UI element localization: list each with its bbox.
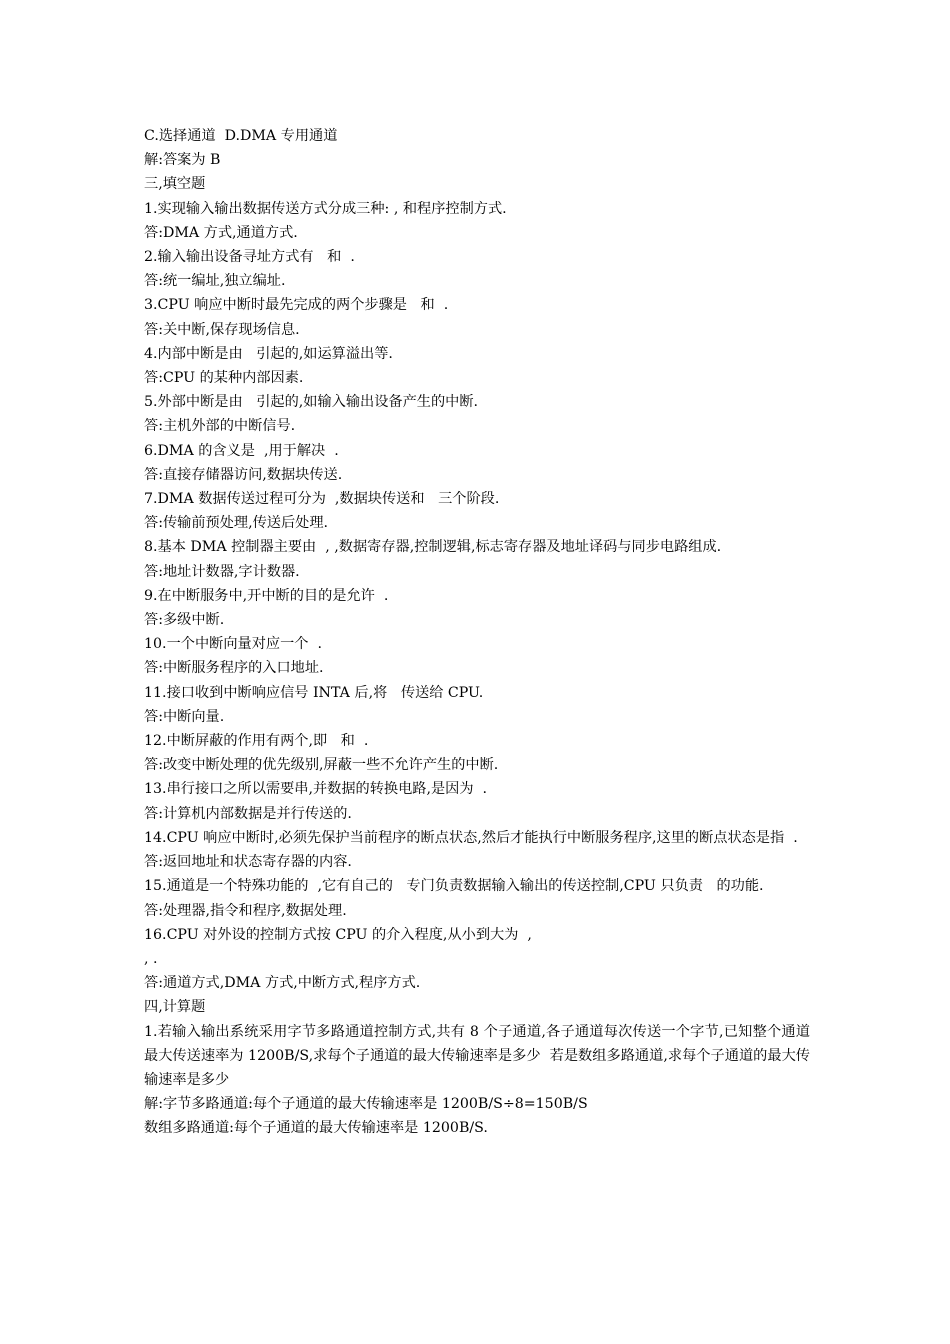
text-line: 数组多路通道:每个子通道的最大传输速率是 1200B/S. bbox=[144, 1120, 488, 1137]
text-line: 答:地址计数器,字计数器. bbox=[144, 563, 300, 580]
text-line: 1.实现输入输出数据传送方式分成三种: , 和程序控制方式. bbox=[144, 200, 507, 217]
text-line: 12.中断屏蔽的作用有两个,即 和 . bbox=[144, 733, 369, 750]
text-line: 答:多级中断. bbox=[144, 612, 225, 629]
text-line: 答:中断服务程序的入口地址. bbox=[144, 660, 324, 677]
text-line: 答:改变中断处理的优先级别,屏蔽一些不允许产生的中断. bbox=[144, 757, 499, 774]
text-line: 6.DMA 的含义是 ,用于解决 . bbox=[144, 442, 339, 459]
text-line: 答:直接存储器访问,数据块传送. bbox=[144, 466, 343, 483]
text-line: 13.串行接口之所以需要串,并数据的转换电路,是因为 . bbox=[144, 781, 488, 798]
text-line: 2.输入输出设备寻址方式有 和 . bbox=[144, 249, 355, 266]
text-line: 7.DMA 数据传送过程可分为 ,数据块传送和 三个阶段. bbox=[144, 491, 500, 508]
text-line: 15.通道是一个特殊功能的 ,它有自己的 专门负责数据输入输出的传送控制,CPU 只负责 的功能. bbox=[144, 878, 764, 895]
text-line: 三,填空题 bbox=[144, 176, 206, 193]
text-line: 14.CPU 响应中断时,必须先保护当前程序的断点状态,然后才能执行中断服务程序,这里的断点状态是指 . bbox=[144, 829, 798, 846]
text-line: 11.接口收到中断响应信号 INTA 后,将 传送给 CPU. bbox=[144, 684, 484, 701]
text-line: 答:中断向量. bbox=[144, 708, 225, 725]
text-line: 答:计算机内部数据是并行传送的. bbox=[144, 805, 352, 822]
text-line: C.选择通道 D.DMA 专用通道 bbox=[144, 128, 338, 144]
text-line: 解:答案为 B bbox=[144, 152, 221, 169]
text-line: 答:主机外部的中断信号. bbox=[144, 418, 296, 435]
text-line: 4.内部中断是由 引起的,如运算溢出等. bbox=[144, 345, 393, 362]
document-body bbox=[144, 124, 810, 1141]
text-line: 8.基本 DMA 控制器主要由 , ,数据寄存器,控制逻辑,标志寄存器及地址译码与同步电路组成. bbox=[144, 539, 722, 556]
text-line: 10.一个中断向量对应一个 . bbox=[144, 636, 322, 653]
text-line: 答:通道方式,DMA 方式,中断方式,程序方式. bbox=[144, 975, 421, 992]
text-line: 1.若输入输出系统采用字节多路通道控制方式,共有 8 个子通道,各子通道每次传送一个字节,已知整个通道最大传送速率为 1200B/S,求每个子通道的最大传输速率是多少 若是数组多路通道,求每个子通道的最大传输速率是多少 bbox=[144, 1023, 810, 1088]
text-line: 答:CPU 的某种内部因素. bbox=[144, 370, 304, 387]
text-line: 3.CPU 响应中断时最先完成的两个步骤是 和 . bbox=[144, 297, 449, 314]
text-line: 解:字节多路通道:每个子通道的最大传输速率是 1200B/S÷8=150B/S bbox=[144, 1096, 588, 1113]
text-line: 5.外部中断是由 引起的,如输入输出设备产生的中断. bbox=[144, 394, 479, 411]
text-line: 16.CPU 对外设的控制方式按 CPU 的介入程度,从小到大为 , bbox=[144, 926, 532, 943]
text-line: 答:关中断,保存现场信息. bbox=[144, 321, 300, 338]
text-line: 答:传输前预处理,传送后处理. bbox=[144, 515, 329, 532]
text-line: 答:返回地址和状态寄存器的内容. bbox=[144, 854, 352, 871]
text-line: , . bbox=[144, 950, 158, 967]
text-line: 9.在中断服务中,开中断的目的是允许 . bbox=[144, 587, 389, 604]
text-line: 答:DMA 方式,通道方式. bbox=[144, 224, 298, 241]
text-line: 答:统一编址,独立编址. bbox=[144, 273, 286, 290]
text-line: 四,计算题 bbox=[144, 999, 206, 1016]
text-line: 答:处理器,指令和程序,数据处理. bbox=[144, 902, 347, 919]
